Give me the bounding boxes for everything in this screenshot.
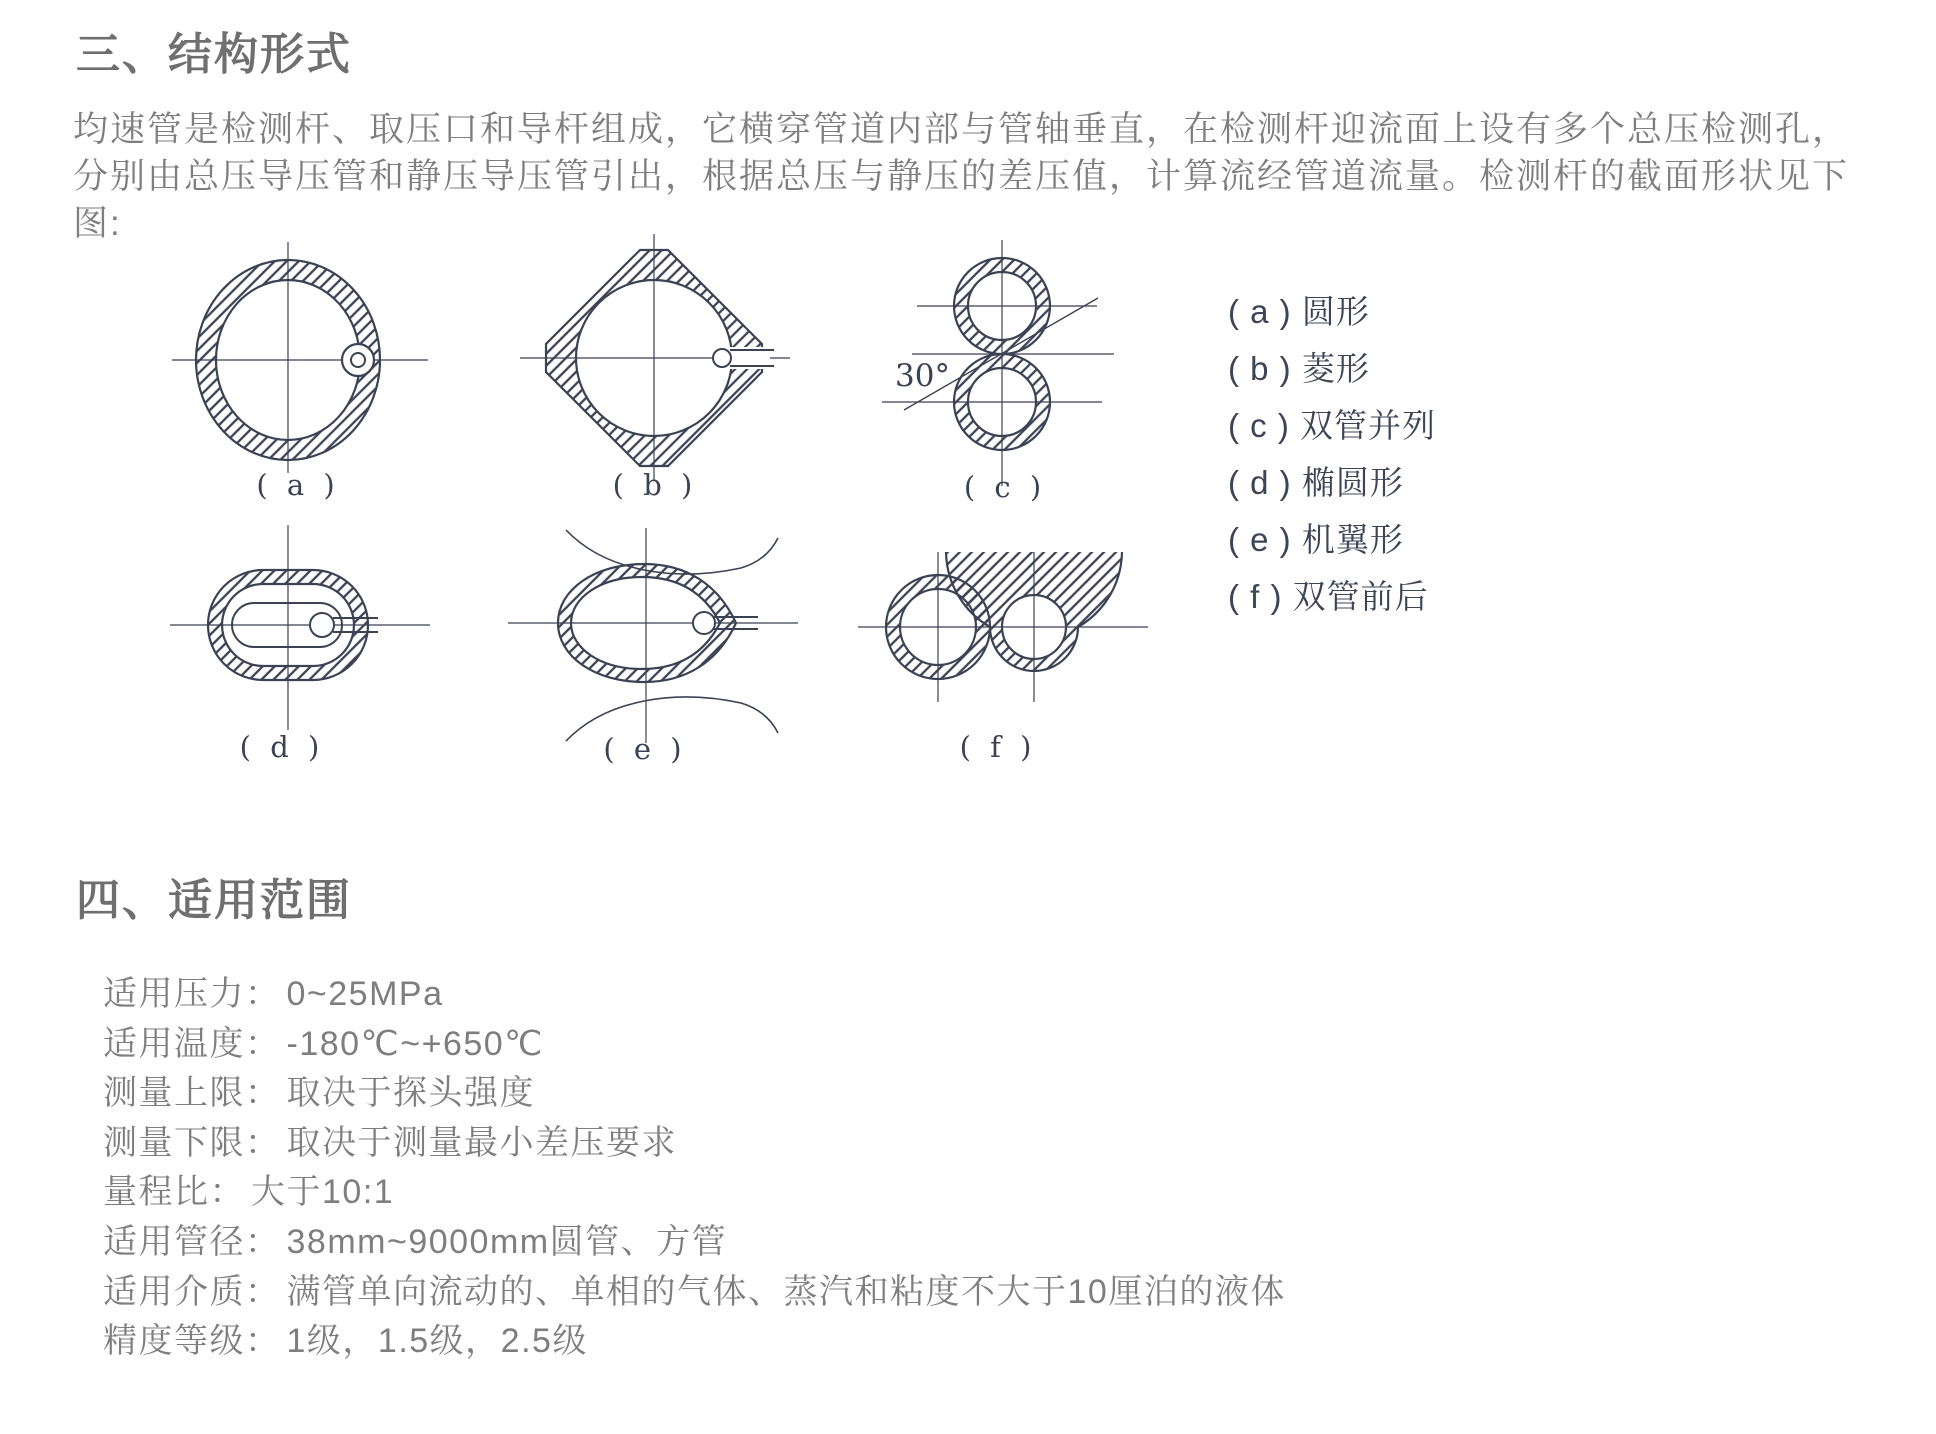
- spec-row-pipe-diameter: [103, 1218, 1286, 1268]
- legend-item-b: ( b ) 菱形: [1228, 350, 1370, 387]
- spec-value: 1级，1.5级，2.5级: [286, 1322, 588, 1361]
- section4-heading: 四、适用范围: [76, 876, 352, 925]
- spec-row-upper-limit: [103, 1069, 1286, 1119]
- legend-item-a: ( a ) 圆形: [1228, 293, 1370, 330]
- angle-30-label: 30°: [895, 358, 950, 394]
- paragraph-line: 均速管是检测杆、取压口和导杆组成，它横穿管道内部与管轴垂直，在检测杆迎流面上设有多个总压检测孔，: [73, 110, 1850, 149]
- spec-label: 精度等级：: [103, 1322, 281, 1361]
- spec-row-medium: [103, 1268, 1286, 1318]
- spec-value: 取决于探头强度: [286, 1074, 535, 1113]
- spec-row-accuracy-class: [103, 1317, 1286, 1367]
- figure-f-double-tube-front-back-diagram: [858, 552, 1148, 702]
- spec-label: 量程比：: [103, 1173, 245, 1212]
- figure-caption-f: ( f ): [959, 730, 1037, 764]
- figure-b-diamond-section-diagram: [520, 230, 790, 485]
- paragraph-line: 分别由总压导压管和静压导压管引出，根据总压与静压的差压值，计算流经管道流量。检测杆的截面形状见下: [73, 157, 1850, 196]
- figure-a-circular-section-diagram: [170, 240, 430, 475]
- spec-label: 测量下限：: [103, 1123, 281, 1162]
- spec-label: 适用介质：: [103, 1272, 281, 1311]
- spec-row-lower-limit: [103, 1119, 1286, 1169]
- spec-value: 取决于测量最小差压要求: [286, 1123, 677, 1162]
- spec-value: 38mm~9000mm圆管、方管: [286, 1222, 728, 1261]
- spec-row-temperature: [103, 1020, 1286, 1070]
- spec-label: 适用压力：: [103, 975, 281, 1013]
- legend-item-e: ( e ) 机翼形: [1228, 521, 1404, 558]
- intro-paragraph: [73, 106, 1883, 247]
- spec-value: 满管单向流动的、单相的气体、蒸汽和粘度不大于10厘泊的液体: [286, 1272, 1286, 1311]
- figure-caption-c: ( c ): [963, 470, 1047, 504]
- figure-caption-e: ( e ): [603, 732, 687, 766]
- spec-label: 适用管径：: [103, 1222, 281, 1261]
- spec-label: 测量上限：: [103, 1074, 281, 1113]
- legend-item-d: ( d ) 椭圆形: [1228, 464, 1404, 501]
- spec-list: [103, 970, 1286, 1367]
- paragraph-line: 图:: [73, 204, 122, 243]
- spec-value: 0~25MPa: [286, 975, 444, 1013]
- legend-item-c: ( c ) 双管并列: [1228, 407, 1436, 444]
- legend-item-f: ( f ) 双管前后: [1228, 578, 1429, 615]
- spec-row-pressure: [103, 970, 1286, 1020]
- figure-d-elliptical-section-diagram: [170, 525, 430, 730]
- section3-heading: 三、结构形式: [76, 30, 352, 79]
- figure-caption-d: ( d ): [239, 730, 325, 764]
- figure-caption-b: ( b ): [612, 468, 698, 502]
- spec-label: 适用温度：: [103, 1024, 281, 1063]
- figure-legend: [1228, 283, 1436, 625]
- spec-value: 大于10:1: [251, 1173, 395, 1212]
- spec-value: -180℃~+650℃: [286, 1024, 544, 1063]
- figure-c-double-tube-diagram: [862, 238, 1142, 488]
- spec-row-turndown-ratio: [103, 1168, 1286, 1218]
- figure-e-airfoil-section-diagram: [508, 528, 798, 743]
- figure-caption-a: ( a ): [256, 468, 340, 502]
